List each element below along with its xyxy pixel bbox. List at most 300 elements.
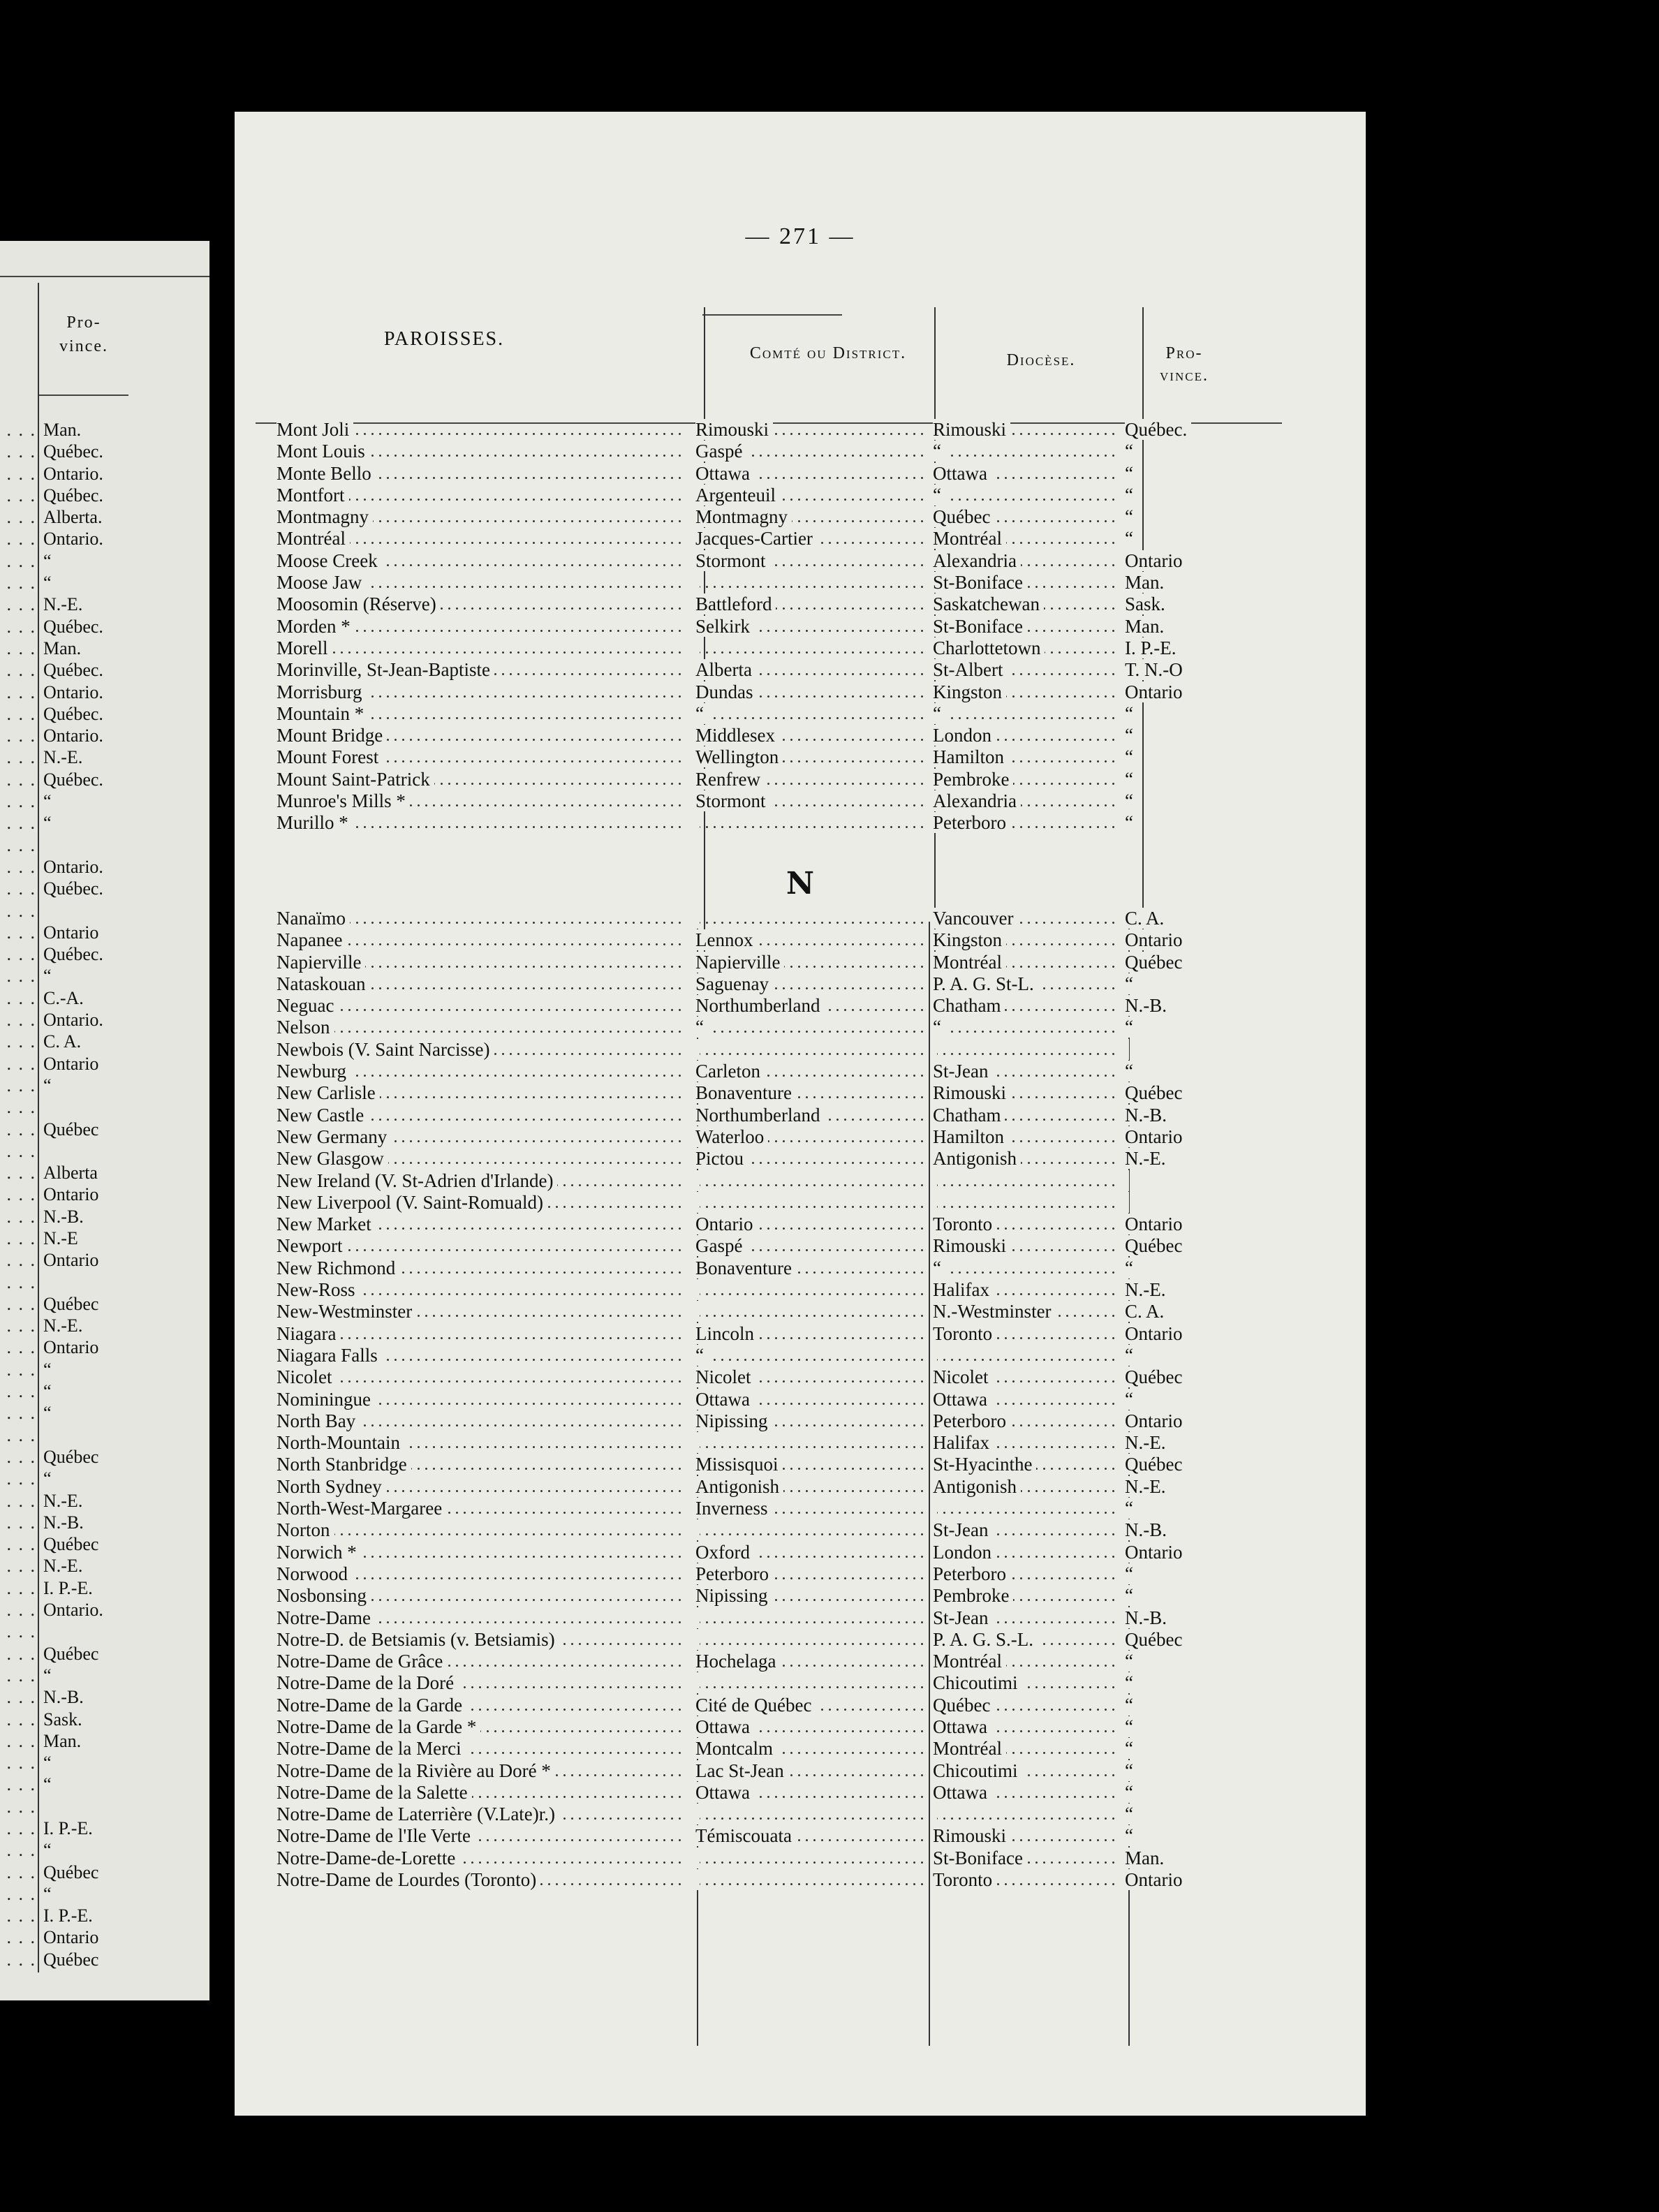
left-province-value: “ [43,1883,52,1904]
leader-dots: . . . [6,922,36,943]
table-row [276,790,1254,812]
comte-cell-text: Missisquoi [695,1454,783,1475]
table-row [276,1235,1254,1257]
table-row [276,1738,1254,1760]
diocese-cell-text: Rimouski [933,1235,1010,1256]
paroisse-cell-text: Morell [276,637,332,658]
table-row [276,1082,1254,1104]
province-cell-text: “ [1125,1760,1137,1781]
paroisse-cell [276,1170,681,1192]
paroisse-cell [276,1454,681,1475]
left-province-value: I. P.-E. [43,1905,93,1926]
table-row [276,725,1254,746]
left-row [0,1206,209,1227]
leader-dots: . . . [6,966,36,987]
comte-cell-text: Northumberland [695,1105,824,1126]
province-cell-text: “ [1125,1716,1137,1737]
left-province-value: Québec [43,1119,99,1140]
province-cell-text: N.-E. [1125,1432,1170,1453]
province-cell [1125,746,1237,768]
diocese-cell-text: St-Jean [933,1607,992,1628]
comte-cell-text: Renfrew [695,769,765,790]
left-province-column [0,419,209,1970]
diocese-cell-text: Alexandria [933,550,1021,571]
province-cell-text: Ontario [1125,929,1186,950]
province-cell-text [1125,1039,1129,1060]
left-row [0,965,209,987]
diocese-cell [933,1432,1118,1454]
table-row [276,1607,1254,1629]
left-row [0,834,209,856]
left-row [0,1709,209,1730]
left-row [0,1336,209,1358]
paroisse-cell [276,441,681,462]
left-province-value: “ [43,1753,52,1774]
province-cell-text: N.-B. [1125,1105,1171,1126]
table-row [276,1301,1254,1322]
diocese-cell-text: Pembroke [933,769,1013,790]
province-cell-text: “ [1125,1498,1137,1519]
diocese-cell-text [933,1192,937,1213]
leader-dots: . . . [6,1774,36,1795]
comte-cell [695,908,926,929]
left-row [0,1031,209,1052]
comte-cell-text: Battleford [695,593,776,614]
leader-dots: . . . [6,594,36,615]
province-cell-text [1125,1170,1129,1191]
left-row [0,1184,209,1205]
diocese-cell [933,952,1118,973]
paroisse-cell [276,1848,681,1869]
paroisse-cell [276,952,681,973]
table-row [276,1345,1254,1366]
comte-cell-text: Waterloo [695,1126,768,1147]
table-row [276,973,1254,995]
table-row [276,1651,1254,1672]
province-cell [1125,485,1237,506]
left-province-value: Ontario. [43,1010,103,1031]
paroisse-cell [276,1563,681,1585]
leader-dots: . . . [6,1359,36,1380]
table-row [276,1519,1254,1541]
diocese-cell-text: Toronto [933,1214,996,1234]
diocese-cell [933,1825,1118,1847]
comte-cell-text: Montcalm [695,1738,777,1759]
left-row [0,900,209,922]
paroisse-cell-text: Murillo * [276,812,353,833]
paroisse-cell [276,703,681,725]
leader-dots: . . . [6,681,36,702]
comte-cell [695,1672,926,1694]
province-cell [1125,1039,1237,1061]
paroisse-cell-text: Newport [276,1235,346,1256]
province-cell [1125,1672,1237,1694]
comte-cell-text: Nicolet [695,1366,755,1387]
province-cell [1125,1432,1237,1454]
comte-cell [695,1105,926,1126]
table-row [276,1760,1254,1782]
paroisse-cell [276,572,681,593]
province-cell [1125,506,1237,528]
leader-dots: . . . [6,1097,36,1118]
province-cell-text: Québec. [1125,419,1191,440]
left-province-value: Ontario [43,1337,99,1358]
comte-cell-text: Argenteuil [695,485,780,506]
paroisse-cell [276,616,681,637]
table-row [276,812,1254,834]
left-province-value: Québec [43,1446,99,1467]
leader-dots: . . . [6,507,36,528]
diocese-cell-text: Pembroke [933,1585,1013,1606]
leader-dots: . . . [6,660,36,681]
left-row [0,1249,209,1271]
leader-dots: . . . [6,1796,36,1817]
province-cell-text: “ [1125,1563,1137,1584]
paroisse-cell [276,593,681,615]
diocese-cell [933,1804,1118,1825]
comte-cell-text: Ottawa [695,463,754,484]
left-province-value: “ [43,1403,52,1424]
comte-cell [695,790,926,812]
diocese-cell-text: Peterboro [933,1410,1010,1431]
province-cell [1125,637,1237,659]
comte-cell [695,725,926,746]
table-row [276,1148,1254,1170]
left-row [0,703,209,725]
paroisse-cell [276,1410,681,1432]
table-row [276,637,1254,659]
comte-cell [695,1476,926,1498]
table-row [276,1869,1254,1891]
table-row [276,550,1254,572]
leader-dots: . . . [6,1490,36,1511]
left-row [0,1905,209,1926]
left-province-value: “ [43,813,52,834]
diocese-cell-text: Ottawa [933,463,991,484]
paroisse-cell [276,1039,681,1061]
province-cell [1125,908,1237,929]
province-cell-text: “ [1125,528,1137,549]
leader-dots: . . . [6,1556,36,1577]
left-row [0,1490,209,1512]
left-province-value: Québec. [43,944,103,965]
left-row [0,1752,209,1774]
province-cell-text: “ [1125,725,1137,746]
paroisse-cell [276,1235,681,1257]
province-cell-text: “ [1125,973,1137,994]
table-row [276,1061,1254,1082]
comte-cell [695,1848,926,1869]
left-province-value: Ontario [43,1184,99,1205]
comte-cell-text: Northumberland [695,995,824,1016]
diocese-cell [933,572,1118,593]
paroisse-cell [276,1126,681,1148]
province-cell [1125,1804,1237,1825]
diocese-cell [933,1105,1118,1126]
diocese-cell [933,1782,1118,1804]
diocese-cell-text: Rimouski [933,1082,1010,1103]
province-cell-text: “ [1125,485,1137,506]
left-row [0,856,209,878]
province-cell [1125,1651,1237,1672]
left-row [0,616,209,637]
leader-dots: . . . [6,1163,36,1184]
paroisse-cell [276,1061,681,1082]
diocese-cell-text: Peterboro [933,812,1010,833]
leader-dots: . . . [6,1753,36,1774]
paroisse-cell [276,973,681,995]
diocese-cell [933,506,1118,528]
diocese-cell-text: Montréal [933,952,1006,973]
diocese-cell [933,1061,1118,1082]
comte-cell [695,1126,926,1148]
province-cell-text: “ [1125,703,1137,724]
left-province-value: Ontario. [43,681,103,702]
paroisse-cell [276,1542,681,1563]
paroisse-cell [276,812,681,834]
comte-cell [695,1782,926,1804]
table-row [276,703,1254,725]
left-province-value: Québec [43,1861,99,1882]
diocese-cell-text: P. A. G. S.-L. [933,1629,1038,1650]
diocese-cell-text: Halifax [933,1432,994,1453]
left-row [0,812,209,834]
province-cell [1125,1389,1237,1410]
province-cell-text: “ [1125,1782,1137,1803]
diocese-cell-text: St-Albert [933,659,1008,680]
left-row [0,1730,209,1752]
left-province-value: Ontario. [43,1600,103,1621]
diocese-cell-text: London [933,725,996,746]
paroisse-cell-text: New-Westminster [276,1301,416,1322]
leader-dots: . . . [6,1600,36,1621]
left-province-value: Alberta [43,1163,98,1184]
table-row [276,1258,1254,1279]
left-province-value: Québec. [43,769,103,790]
leader-dots: . . . [6,550,36,571]
paroisse-cell [276,1607,681,1629]
diocese-cell [933,1454,1118,1475]
paroisse-cell-text: New Castle [276,1105,368,1126]
province-cell-text: “ [1125,746,1137,767]
paroisse-cell-text: Notre-Dame de la Rivière au Doré * [276,1760,555,1781]
paroisse-cell [276,1192,681,1214]
left-row [0,485,209,506]
left-province-value: Man. [43,1730,82,1751]
province-cell [1125,1476,1237,1498]
comte-cell [695,1585,926,1607]
section-m-table [276,419,1254,834]
comte-cell-text: “ [695,1017,708,1038]
leader-dots: . . . [6,987,36,1008]
province-cell [1125,1214,1237,1235]
comte-cell [695,1235,926,1257]
diocese-cell [933,1345,1118,1366]
table-row [276,1039,1254,1061]
diocese-cell-text: Antigonish [933,1148,1021,1169]
comte-cell-text: Alberta [695,659,756,680]
left-row [0,922,209,943]
left-province-value: N.-B. [43,1512,84,1533]
paroisse-cell-text: Nanaïmo [276,908,350,929]
left-province-value: “ [43,1381,52,1402]
paroisse-cell [276,637,681,659]
leader-dots: . . . [6,747,36,768]
comte-cell-text [695,1607,700,1628]
diocese-cell-text: Chicoutimi [933,1760,1022,1781]
diocese-cell [933,1476,1118,1498]
left-province-value: Québec. [43,485,103,506]
section-n-table [276,908,1254,1891]
province-cell-text: Québec [1125,1366,1186,1387]
province-cell-text: N.-B. [1125,1607,1171,1628]
left-province-value: N.-E. [43,1556,83,1577]
diocese-cell [933,1760,1118,1782]
left-row [0,506,209,528]
paroisse-cell [276,1695,681,1716]
left-row [0,1009,209,1031]
province-cell [1125,1192,1237,1214]
province-cell [1125,1323,1237,1345]
comte-cell-text: Nipissing [695,1410,772,1431]
left-province-value: Ontario. [43,463,103,484]
leader-dots: . . . [6,813,36,834]
comte-cell [695,1519,926,1541]
comte-cell-text [695,1629,700,1650]
paroisse-cell-text: Notre-Dame de la Merci [276,1738,466,1759]
province-cell [1125,812,1237,834]
diocese-cell [933,616,1118,637]
paroisse-cell-text: Mount Bridge [276,725,387,746]
diocese-cell [933,1498,1118,1519]
left-row [0,1162,209,1184]
diocese-cell [933,1192,1118,1214]
comte-cell-text: Ottawa [695,1782,754,1803]
province-cell [1125,1695,1237,1716]
comte-cell [695,1804,926,1825]
diocese-cell-text: Hamilton [933,746,1008,767]
province-cell [1125,593,1237,615]
diocese-cell-text: “ [933,1017,945,1038]
province-cell [1125,1148,1237,1170]
comte-cell [695,1214,926,1235]
comte-cell-text: Antigonish [695,1476,783,1497]
leader-dots: . . . [6,420,36,440]
left-row [0,637,209,659]
leader-dots: . . . [6,900,36,921]
paroisse-cell-text: Notre-Dame de la Garde [276,1695,466,1716]
table-row [276,1542,1254,1563]
diocese-cell [933,1585,1118,1607]
left-row [0,572,209,593]
table-row [276,572,1254,593]
diocese-cell-text: Montréal [933,528,1006,549]
diocese-cell-text: St-Jean [933,1061,992,1082]
comte-cell-text [695,637,700,658]
province-cell-text: “ [1125,1258,1137,1278]
left-row [0,878,209,899]
left-row [0,1119,209,1140]
table-row [276,1848,1254,1869]
left-province-value: Québec. [43,703,103,724]
paroisse-cell-text: Moose Jaw [276,572,366,593]
diocese-cell [933,1235,1118,1257]
paroisse-cell [276,1672,681,1694]
left-province-value: “ [43,1665,52,1686]
leader-dots: . . . [6,1010,36,1031]
left-row [0,659,209,681]
comte-cell-text: Témiscouata [695,1825,796,1846]
table-row [276,419,1254,441]
left-row [0,1075,209,1096]
diocese-cell [933,1082,1118,1104]
comte-cell [695,419,926,441]
left-province-value: “ [43,966,52,987]
diocese-cell [933,1651,1118,1672]
paroisse-cell [276,1760,681,1782]
left-row [0,528,209,550]
paroisse-cell [276,681,681,703]
paroisse-cell-text: New Liverpool (V. Saint-Romuald) [276,1192,547,1213]
province-cell-text: Ontario [1125,550,1186,571]
diocese-cell [933,1563,1118,1585]
comte-cell [695,1695,926,1716]
comte-cell [695,1389,926,1410]
paroisse-cell [276,1323,681,1345]
comte-cell-text [695,572,700,593]
left-row [0,1359,209,1380]
diocese-cell-text: Chatham [933,1105,1005,1126]
left-province-value: N.-E. [43,594,83,615]
comte-cell-text: Oxford [695,1542,754,1563]
left-province-value: Sask. [43,1709,82,1730]
province-cell [1125,616,1237,637]
diocese-cell [933,528,1118,550]
province-cell [1125,1017,1237,1038]
diocese-cell [933,1716,1118,1738]
comte-cell-text [695,1192,700,1213]
comte-cell-text: Inverness [695,1498,772,1519]
comte-cell [695,952,926,973]
table-row [276,1585,1254,1607]
left-province-value: Québec [43,1949,99,1970]
leader-dots: . . . [6,791,36,812]
table-row [276,1672,1254,1694]
comte-cell-text: Peterboro [695,1563,773,1584]
diocese-cell-text [933,1170,937,1191]
diocese-cell [933,1258,1118,1279]
left-province-value: “ [43,1359,52,1380]
leader-dots: . . . [6,1403,36,1424]
leader-dots: . . . [6,1293,36,1314]
left-row [0,1665,209,1686]
province-cell-text: “ [1125,1738,1137,1759]
paroisse-cell [276,1476,681,1498]
section-letter-n: N [786,866,815,901]
table-row [276,1105,1254,1126]
diocese-cell [933,1039,1118,1061]
left-province-value: Man. [43,637,82,658]
left-row [0,1577,209,1599]
paroisse-cell-text: Norwich * [276,1542,361,1563]
leader-dots: . . . [6,1905,36,1926]
diocese-cell-text: Chicoutimi [933,1672,1022,1693]
table-row [276,1498,1254,1519]
paroisse-cell-text: North-West-Margaree [276,1498,446,1519]
paroisse-cell-text: Norton [276,1519,334,1540]
paroisse-cell-text: Montmagny [276,506,373,527]
table-row [276,616,1254,637]
